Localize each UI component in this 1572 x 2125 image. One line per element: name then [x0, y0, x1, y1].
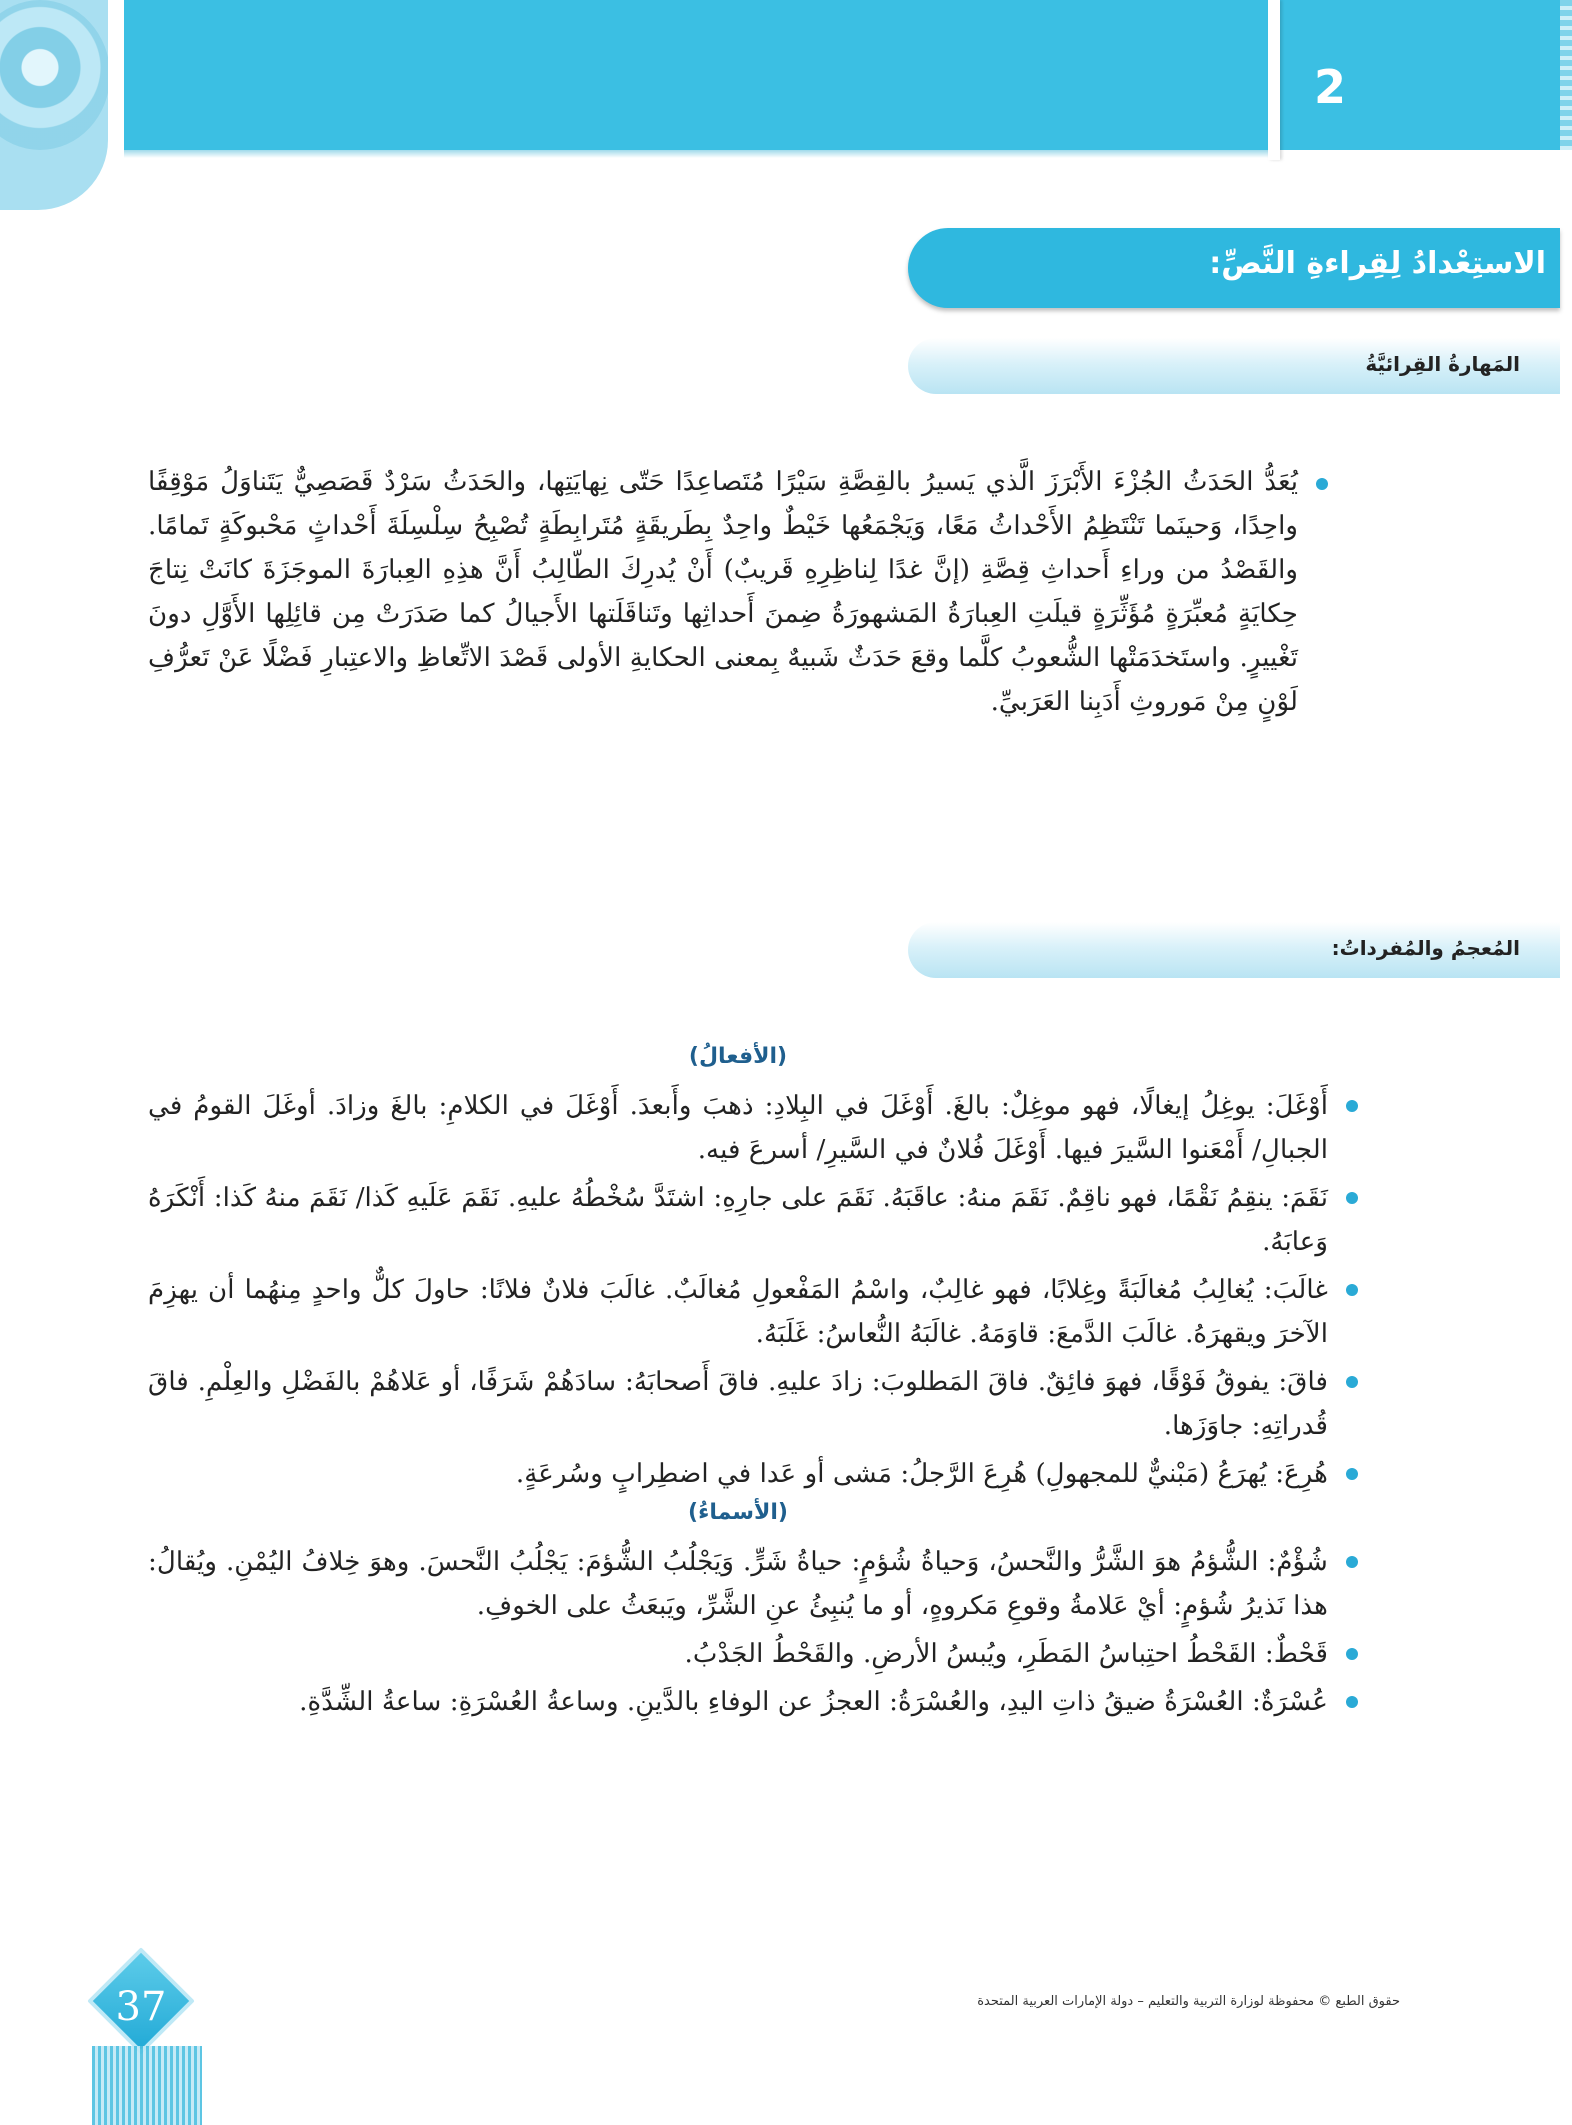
noun-entry [148, 1632, 1328, 1676]
verb-text: هُرِعَ: يُهرَعُ (مَبْنيٌّ للمجهولِ) هُرِعَ الرَّجلُ: مَشى أو عَدا في اضطِرابٍ وسُرعَةٍ. [515, 1459, 1328, 1489]
header-edge-texture [1560, 0, 1572, 150]
verb-text: أَوْغَلَ: يوغِلُ إيغالًا، فهو موغِلٌ: بالغَ. أَوْغَلَ في البِلادِ: ذهبَ وأَبعدَ. أَوْغَلَ في الكلامِ: بالغَ وزادَ. أوغَلَ القومُ في الجبالِ/ أَمْعَنوا السَّيرَ فيها. أَوْغَلَ فُلانٌ في السَّيرِ/ أسرعَ فيه. [148, 1091, 1328, 1165]
reading-skill-text: يُعَدُّ الحَدَثُ الجُزْءَ الأَبْرَزَ الَّذي يَسيرُ بالقِصَّةِ سَيْرًا مُتَصاعِدًا حَتّى نِهايَتِها، والحَدَثُ سَرْدٌ قَصَصِيٌّ يَتَناوَلُ مَوْقِفًا واحِدًا، وَحينَما تَنْتَظِمُ الأَحْداثُ مَعًا، وَيَجْمَعُها خَيْطٌ واحِدٌ بِطَريقَةٍ مُتَرابِطَةٍ تُصْبِحُ سِلْسِلَةَ أَحْداثٍ مَحْبوكَةٍ تَمامًا. والقَصْدُ من وراءِ أَحداثِ قِصَّةِ (إنَّ غدًا لِناظِرِهِ قَريبٌ) أَنْ يُدرِكَ الطّالِبُ أَنَّ هذِهِ العِبارَةَ الموجَزَةَ كانَتْ نِتاجَ حِكايَةٍ مُعبِّرَةٍ مُؤَثِّرَةٍ قيلَتِ العِبارَةُ المَشهورَةُ ضِمنَ أَحداثِها وتَناقَلَتها الأَجيالُ كما صَدَرَتْ مِن قائِلِها الأَوَّلِ دونَ تَغْييرٍ. واستَخدَمَتْها الشُّعوبُ كلَّما وقعَ حَدَثٌ شَبيهٌ بِمعنى الحكايةِ الأولى قَصْدَ الاتِّعاظِ والاعتِبارِ فَضْلًا عَنْ تَعرُّفِ لَوْنٍ مِنْ مَوروثِ أَدَبِنا العَرَبيِّ. [148, 467, 1298, 717]
noun-entry [148, 1680, 1328, 1724]
noun-text: شُؤْمٌ: الشُّؤمُ هوَ الشَّرُّ والنَّحسُ، وَحياةُ شُؤمٍ: حياةُ شَرٍّ. وَيَجْلُبُ الشُّؤمَ: يَجْلُبُ النَّحسَ. وهوَ خِلافُ اليُمْنِ. ويُقالُ: هذا نَذيرُ شُؤمٍ: أيْ عَلامةُ وقوعِ مَكروهٍ، أو ما يُنبِئُ عنِ الشَّرِّ، ويَبعَثُ على الخوفِ. [148, 1547, 1328, 1621]
copyright-notice: حقوق الطبع © محفوظة لوزارة التربية والتعليم – دولة الإمارات العربية المتحدة [977, 1994, 1400, 2009]
verb-text: فاقَ: يفوقُ فَوْقًا، فهوَ فائِقٌ. فاقَ المَطلوبَ: زادَ عليهِ. فاقَ أَصحابَهُ: سادَهُمْ شَرَفًا، أو عَلاهُمْ بالفَضْلِ والعِلْمِ. فاقَ قُدراتِهِ: جاوَزَها. [148, 1367, 1328, 1441]
swirl-ornament [0, 0, 108, 150]
main-heading: الاستِعْدادُ لِقِراءةِ النَّصِّ: [1209, 246, 1546, 281]
verb-entry [148, 1268, 1328, 1356]
noun-text: عُسْرَةٌ: العُسْرَةُ ضيقُ ذاتِ اليدِ، والعُسْرَةُ: العجزُ عن الوفاءِ بالدَّينِ. وساعةُ العُسْرَةِ: ساعةُ الشِّدَّةِ. [299, 1687, 1328, 1717]
header-divider [1268, 0, 1280, 160]
unit-number: 2 [1313, 60, 1346, 114]
nouns-heading: (الأسماءُ) [688, 1500, 788, 1525]
main-heading-pill [908, 228, 1560, 308]
bullet-icon [1316, 478, 1328, 490]
bullet-icon [1346, 1192, 1358, 1204]
reading-skill-title: المَهارةُ القِرائيَّةُ [1365, 352, 1520, 376]
footer-texture [92, 2046, 202, 2125]
noun-text: قَحْطٌ: القَحْطُ احتِباسُ المَطَرِ، ويُبسُ الأرضِ. والقَحْطُ الجَدْبُ. [684, 1639, 1328, 1669]
bullet-icon [1346, 1696, 1358, 1708]
noun-entry [148, 1540, 1328, 1628]
bullet-icon [1346, 1376, 1358, 1388]
vocabulary-block [148, 1044, 1328, 1724]
reading-skill-pill [908, 338, 1560, 394]
bullet-icon [1346, 1556, 1358, 1568]
verb-entry [148, 1452, 1328, 1496]
reading-skill-block [148, 460, 1298, 724]
header-band-shadow [124, 150, 1268, 158]
verb-entry [148, 1360, 1328, 1448]
vocabulary-title: المُعجمُ والمُفرداتُ: [1331, 936, 1520, 960]
bullet-icon [1346, 1284, 1358, 1296]
reading-skill-paragraph [148, 460, 1298, 724]
bullet-icon [1346, 1648, 1358, 1660]
verb-entry [148, 1084, 1328, 1172]
page-number: 37 [115, 1984, 167, 2030]
verb-entry [148, 1176, 1328, 1264]
verbs-heading: (الأفعالُ) [688, 1044, 788, 1069]
vocabulary-pill [908, 922, 1560, 978]
verb-text: غالَبَ: يُغالِبُ مُغالَبَةً وغِلابًا، فهو غالِبٌ، واسْمُ المَفْعولِ مُغالَبٌ. غالَبَ فلانٌ فلانًا: حاولَ كلٌّ واحدٍ مِنهُما أن يهزِمَ الآخرَ ويقهرَهُ. غالَبَ الدَّمعَ: قاوَمَهُ. غالَبَهُ النُّعاسُ: غَلَبَهُ. [148, 1275, 1328, 1349]
bullet-icon [1346, 1100, 1358, 1112]
bullet-icon [1346, 1468, 1358, 1480]
verb-text: نَقَمَ: ينقِمُ نَقْمًا، فهو ناقِمٌ. نَقَمَ منهُ: عاقَبَهُ. نَقَمَ على جارِهِ: اشتَدَّ سُخْطُهُ عليهِ. نَقَمَ عَلَيهِ كَذا/ نَقَمَ منهُ كَذا: أَنْكَرَهُ وَعابَهُ. [148, 1183, 1328, 1257]
header-band [124, 0, 1268, 150]
corner-decoration [0, 0, 108, 210]
